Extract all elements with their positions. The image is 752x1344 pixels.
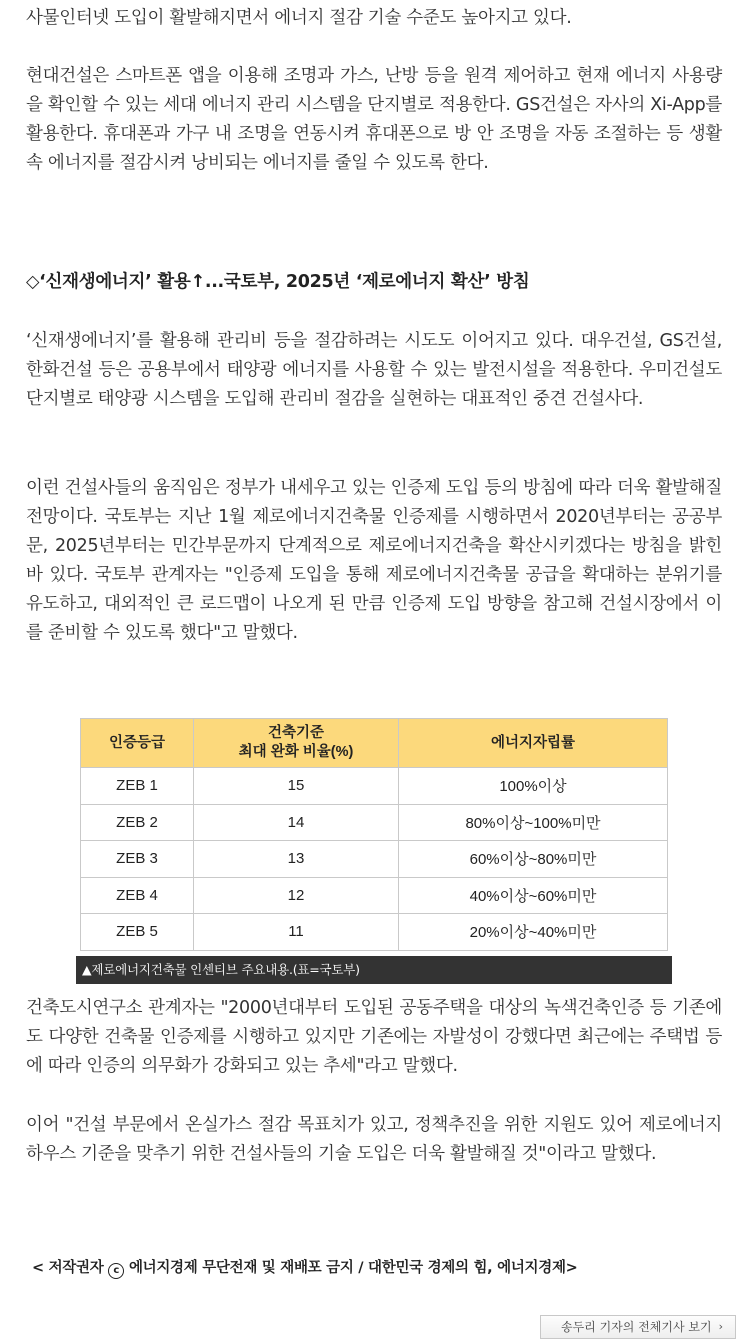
header-grade: 인증등급	[81, 719, 194, 768]
reporter-all-articles-label: 송두리 기자의 전체기사 보기	[561, 1320, 712, 1334]
paragraph: 건축도시연구소 관계자는 "2000년대부터 도입된 공동주택을 대상의 녹색건축인증 등 기존에도 다양한 건축물 인증제를 시행하고 있지만 기존에는 자발성이 강했다면 최근에는 주택법 등에 따라 인증의 의무화가 강화되고 있는 추세"라고 말했다.	[26, 998, 722, 1076]
copyright-icon: c	[108, 1263, 124, 1279]
cell-relaxation: 12	[194, 877, 399, 914]
cell-self-sufficiency: 60%이상~80%미만	[399, 841, 668, 878]
table-row	[81, 841, 668, 878]
cell-relaxation: 13	[194, 841, 399, 878]
header-self-sufficiency: 에너지자립률	[399, 719, 668, 768]
header-relaxation	[194, 719, 399, 768]
table-row	[81, 914, 668, 951]
cell-relaxation: 15	[194, 768, 399, 805]
cell-grade: ZEB 3	[81, 841, 194, 878]
header-relaxation-line2: 최대 완화 비율(%)	[238, 744, 354, 760]
cell-self-sufficiency: 100%이상	[399, 768, 668, 805]
paragraph: ‘신재생에너지’를 활용해 관리비 등을 절감하려는 시도도 이어지고 있다. 대우건설, GS건설, 한화건설 등은 공용부에서 태양광 에너지를 사용할 수 있는 발전시설을 적용한다. 우미건설도 단지별로 태양광 시스템을 도입해 관리비 절감을 실현하는 대표적인 중견 건설사다.	[26, 331, 722, 409]
header-relaxation-line1: 건축기준	[267, 725, 325, 741]
cell-relaxation: 14	[194, 804, 399, 841]
cell-relaxation: 11	[194, 914, 399, 951]
cell-grade: ZEB 4	[81, 877, 194, 914]
paragraph: 현대건설은 스마트폰 앱을 이용해 조명과 가스, 난방 등을 원격 제어하고 현재 에너지 사용량을 확인할 수 있는 세대 에너지 관리 시스템을 단지별로 적용한다. GS건설은 자사의 Xi-App를 활용한다. 휴대폰과 가구 내 조명을 연동시켜 휴대폰으로 방 안 조명을 자동 조절하는 등 생활 속 에너지를 절감시켜 낭비되는 에너지를 줄일 수 있도록 한다.	[26, 66, 722, 173]
reporter-all-articles-button[interactable]	[540, 1315, 736, 1339]
cell-self-sufficiency: 80%이상~100%미만	[399, 804, 668, 841]
figure-caption: ▲제로에너지건축물 인센티브 주요내용.(표=국토부)	[76, 956, 672, 984]
copyright-prefix: < 저작권자	[32, 1260, 104, 1276]
chevron-right-icon: ›	[718, 1320, 723, 1333]
cell-grade: ZEB 2	[81, 804, 194, 841]
cell-self-sufficiency: 40%이상~60%미만	[399, 877, 668, 914]
table-row	[81, 877, 668, 914]
paragraph: 사물인터넷 도입이 활발해지면서 에너지 절감 기술 수준도 높아지고 있다.	[26, 8, 572, 28]
cell-self-sufficiency: 20%이상~40%미만	[399, 914, 668, 951]
zeb-incentive-table	[80, 718, 668, 951]
section-subheading: ◇‘신재생에너지’ 활용↑...국토부, 2025년 ‘제로에너지 확산’ 방침	[26, 272, 530, 292]
cell-grade: ZEB 1	[81, 768, 194, 805]
table-row	[81, 768, 668, 805]
copyright-text: 에너지경제 무단전재 및 재배포 금지 / 대한민국 경제의 힘, 에너지경제>	[128, 1260, 578, 1276]
table-header-row	[81, 719, 668, 768]
cell-grade: ZEB 5	[81, 914, 194, 951]
table-row	[81, 804, 668, 841]
paragraph: 이런 건설사들의 움직임은 정부가 내세우고 있는 인증제 도입 등의 방침에 따라 더욱 활발해질 전망이다. 국토부는 지난 1월 제로에너지건축물 인증제를 시행하면서 2020년부터는 공공부문, 2025년부터는 민간부문까지 단계적으로 제로에너지건축을 확산시키겠다는 방침을 밝힌 바 있다. 국토부 관계자는 "인증제 도입을 통해 제로에너지건축물 공급을 확대하는 분위기를 유도하고, 대외적인 큰 로드맵이 나오게 된 만큼 인증제 도입 방향을 참고해 건설시장에서 이를 준비할 수 있도록 했다"고 말했다.	[26, 478, 722, 643]
copyright-notice	[32, 1256, 722, 1280]
paragraph: 이어 "건설 부문에서 온실가스 절감 목표치가 있고, 정책추진을 위한 지원도 있어 제로에너지 하우스 기준을 맞추기 위한 건설사들의 기술 도입은 더욱 활발해질 것"이라고 말했다.	[26, 1115, 722, 1164]
